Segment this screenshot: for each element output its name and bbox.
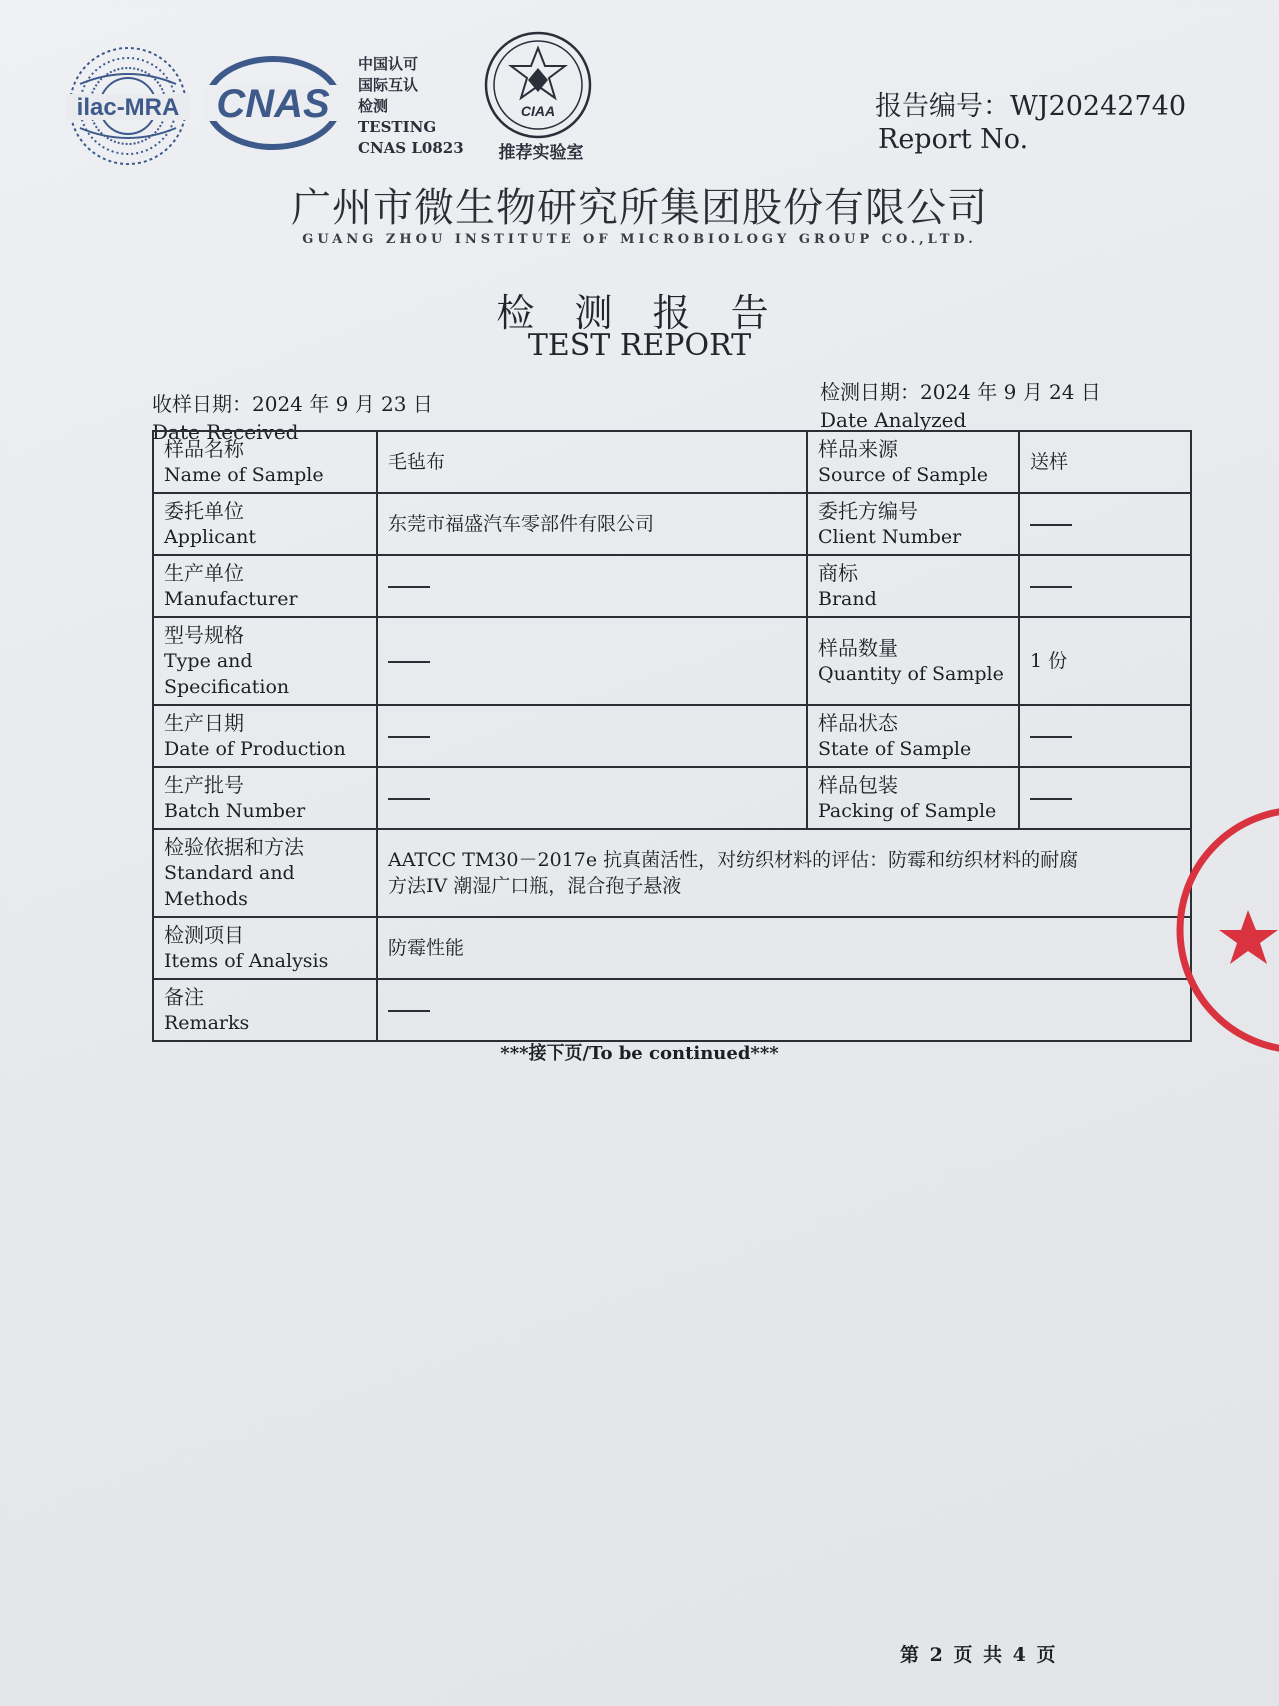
table-row [153,431,1191,493]
standard-value [377,829,1191,917]
empty-value-dash [388,736,430,738]
label-cell [807,705,1019,767]
label-cell [807,431,1019,493]
sample-state-value [1019,705,1191,767]
ilac-logo-text: ilac-MRA [76,94,180,121]
date-received-cn: 收样日期：2024 年 9 月 23 日 [152,392,433,416]
label-cn: 委托方编号 [818,499,918,523]
label-en: Name of Sample [164,464,324,486]
label-en: Batch Number [164,800,306,822]
label-cn: 样品包装 [818,773,898,797]
label-cell [153,767,377,829]
table-row [153,829,1191,917]
empty-value-dash [388,798,430,800]
remarks-value [377,979,1191,1041]
date-received-en: Date Received [152,420,299,444]
cert-line: 中国认可 [358,55,419,73]
label-cell [153,431,377,493]
label-cn: 检验依据和方法 [164,835,304,859]
continued-note: ***接下页/To be continued*** [500,1043,779,1064]
standard-line: AATCC TM30－2017e 抗真菌活性，对纺织材料的评估：防霉和纺织材料的耐腐 [388,849,1079,871]
type-spec-value [377,617,807,705]
report-number-value: WJ20242740 [1010,91,1187,122]
table-row [153,979,1191,1041]
date-analyzed-cn: 检测日期：2024 年 9 月 24 日 [820,380,1101,404]
label-cn: 委托单位 [164,499,244,523]
label-en: Brand [818,588,877,610]
label-cn: 型号规格 [164,623,244,647]
seal-stamp [1170,800,1279,1060]
empty-value-dash [1030,524,1072,526]
label-cn: 生产日期 [164,711,244,735]
label-en: Applicant [164,526,257,548]
company-name-cn: 广州市微生物研究所集团股份有限公司 [291,185,988,231]
label-en: Standard and Methods [164,862,295,910]
sample-source-value: 送样 [1019,431,1191,493]
table-row [153,767,1191,829]
empty-value-dash [388,661,430,663]
label-cell [153,829,377,917]
label-cell [153,555,377,617]
items-value: 防霉性能 [377,917,1191,979]
report-number [875,84,1186,123]
ciaa-logo-text: CIAA [520,103,556,119]
company-name-en: GUANG ZHOU INSTITUTE OF MICROBIOLOGY GROUP CO.,LTD. [302,232,977,247]
cert-line: CNAS L0823 [358,139,464,157]
quantity-value: 1 份 [1019,617,1191,705]
report-number-label: 报告编号： [875,91,1010,122]
label-cn: 备注 [164,985,204,1009]
label-cell [153,493,377,555]
label-cell [153,617,377,705]
page-number: 第 2 页 共 4 页 [900,1644,1058,1666]
label-cell [807,493,1019,555]
label-cn: 商标 [818,561,858,585]
empty-value-dash [388,1010,430,1012]
cert-line: 国际互认 [358,76,419,94]
label-cell [807,767,1019,829]
table-row [153,555,1191,617]
client-number-value [1019,493,1191,555]
sample-info-table [152,430,1192,1042]
label-cell [153,705,377,767]
label-en: Items of Analysis [164,950,329,972]
label-cn: 样品名称 [164,437,244,461]
label-en: Client Number [818,526,962,548]
label-cn: 检测项目 [164,923,244,947]
report-title-cn: 检 测 报 告 [496,291,783,335]
standard-line: 方法IV 潮湿广口瓶，混合孢子悬液 [388,875,682,897]
report-title-en: TEST REPORT [527,328,752,363]
ilac-mra-logo [66,44,190,168]
empty-value-dash [388,586,430,588]
cnas-logo [203,55,343,151]
label-en: Source of Sample [818,464,989,486]
label-en: Date of Production [164,738,346,760]
label-en: Manufacturer [164,588,298,610]
cnas-logo-text: CNAS [216,82,330,126]
batch-number-value [377,767,807,829]
brand-value [1019,555,1191,617]
label-cn: 样品状态 [818,711,898,735]
label-cell [807,555,1019,617]
empty-value-dash [1030,798,1072,800]
sample-name-value: 毛毡布 [377,431,807,493]
accreditation-text [358,54,464,159]
label-cell [807,617,1019,705]
table-row [153,493,1191,555]
label-cn: 生产单位 [164,561,244,585]
date-analyzed-en: Date Analyzed [820,408,967,432]
table-row [153,917,1191,979]
label-cn: 样品来源 [818,437,898,461]
label-en: Packing of Sample [818,800,997,822]
label-en: Remarks [164,1012,250,1034]
applicant-value: 东莞市福盛汽车零部件有限公司 [377,493,807,555]
manufacturer-value [377,555,807,617]
ciaa-label: 推荐实验室 [498,143,584,163]
label-cn: 生产批号 [164,773,244,797]
label-cell [153,979,377,1041]
empty-value-dash [1030,586,1072,588]
ciaa-logo [483,30,593,140]
label-en: State of Sample [818,738,972,760]
table-row [153,617,1191,705]
cert-line: TESTING [358,118,437,136]
cert-line: 检测 [358,97,389,115]
empty-value-dash [1030,736,1072,738]
label-en: Quantity of Sample [818,663,1004,685]
table-row [153,705,1191,767]
date-analyzed [820,378,1101,434]
packing-value [1019,767,1191,829]
label-en: Type and Specification [164,650,290,698]
production-date-value [377,705,807,767]
label-cn: 样品数量 [818,636,898,660]
report-number-label-en: Report No. [878,124,1029,155]
label-cell [153,917,377,979]
